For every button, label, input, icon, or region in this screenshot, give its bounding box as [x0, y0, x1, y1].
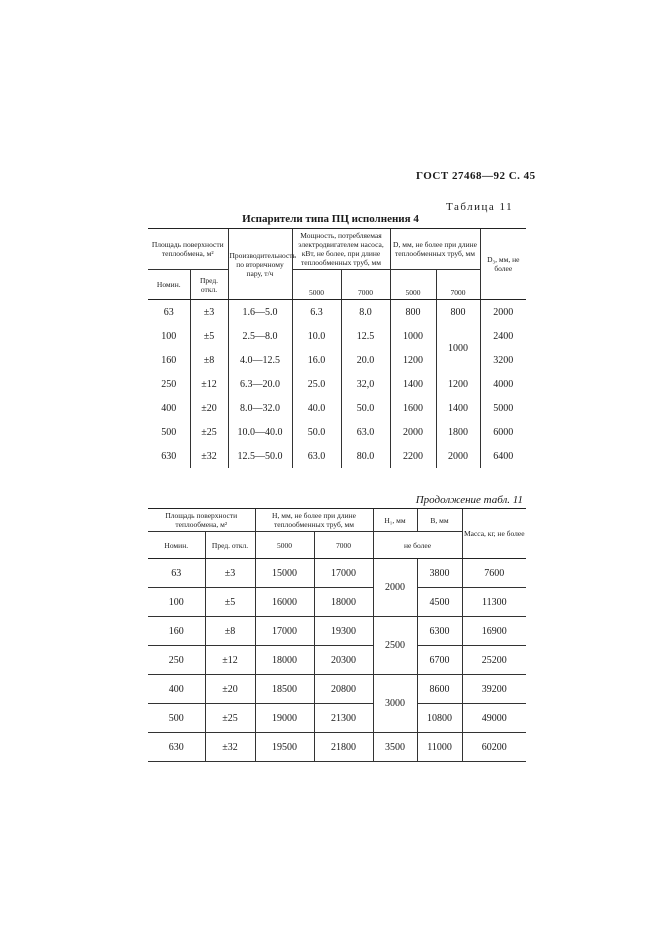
cell-d-5000: 1600	[390, 396, 436, 420]
cell-d-5000: 1400	[390, 372, 436, 396]
cell-b: 11000	[417, 733, 462, 762]
header-d-5000: 5000	[390, 286, 436, 300]
cell-h-7000: 19300	[314, 617, 373, 646]
cell-d-7000: 1800	[436, 420, 480, 444]
cell-h-5000: 16000	[255, 588, 314, 617]
header-d-spacer	[436, 270, 480, 287]
header-mass: Масса, кг, не более	[462, 509, 526, 559]
cell-power-7000: 50.0	[341, 396, 390, 420]
cell-nominal: 250	[161, 378, 177, 390]
cell-productivity: 12.5—50.0	[228, 444, 292, 468]
cell-deviation: ±3	[205, 559, 255, 588]
header-not-more: не более	[373, 532, 462, 559]
table-row	[148, 559, 526, 588]
header-power-7000: 7000	[341, 286, 390, 300]
cell-mass: 11300	[462, 588, 526, 617]
cell-b: 3800	[417, 559, 462, 588]
cell-mass: 39200	[462, 675, 526, 704]
table-row	[148, 396, 526, 420]
cell-power-5000: 10.0	[292, 324, 341, 348]
header-deviation: Пред. откл.	[205, 532, 255, 559]
cell-mass: 16900	[462, 617, 526, 646]
cell-h-5000: 19000	[255, 704, 314, 733]
header-power: Мощность, потребляемая электродвигателем насоса, кВт, не более, при длине теплообменных труб, мм	[292, 229, 390, 270]
cell-h-7000: 21800	[314, 733, 373, 762]
header-deviation: Пред. откл.	[190, 270, 228, 300]
cell-h1: 3500	[373, 733, 417, 762]
cell-deviation: ±8	[205, 617, 255, 646]
cell-nominal: 160	[148, 617, 205, 646]
cell-power-5000: 63.0	[292, 444, 341, 468]
cell-productivity: 1.6—5.0	[228, 300, 292, 325]
cell-power-7000: 20.0	[341, 348, 390, 372]
cell-b: 8600	[417, 675, 462, 704]
cell-d-7000: 1000	[436, 324, 480, 372]
cell-power-5000: 50.0	[292, 420, 341, 444]
cell-nominal: 630	[161, 450, 177, 462]
cell-b: 6300	[417, 617, 462, 646]
table-row	[148, 675, 526, 704]
table-row	[148, 444, 526, 468]
cell-h-5000: 17000	[255, 617, 314, 646]
cell-power-7000: 80.0	[341, 444, 390, 468]
cell-h1: 2000	[373, 559, 417, 617]
page-header: ГОСТ 27468—92 С. 45	[416, 170, 536, 182]
cell-power-5000: 40.0	[292, 396, 341, 420]
table-row	[148, 646, 526, 675]
header-power-spacer	[292, 270, 341, 287]
cell-d3: 6000	[480, 420, 526, 444]
cell-d3: 2400	[480, 324, 526, 348]
header-d-spacer	[390, 270, 436, 287]
cell-nominal: 500	[148, 704, 205, 733]
header-h: H, мм, не более при длине теплообменных труб, мм	[255, 509, 373, 532]
cell-d-7000: 1200	[436, 372, 480, 396]
header-nominal: Номин.	[148, 532, 205, 559]
cell-h-5000: 18500	[255, 675, 314, 704]
cell-nominal: 250	[148, 646, 205, 675]
cell-power-7000: 63.0	[341, 420, 390, 444]
header-area: Площадь поверхности теплообмена, м²	[148, 509, 255, 532]
cell-h-5000: 18000	[255, 646, 314, 675]
header-power-5000: 5000	[292, 286, 341, 300]
header-d3: D₃, мм, не более	[480, 229, 526, 300]
cell-d3: 3200	[480, 348, 526, 372]
header-b: B, мм	[417, 509, 462, 532]
cell-nominal: 500	[161, 426, 177, 438]
header-power-spacer	[341, 270, 390, 287]
cell-nominal: 630	[148, 733, 205, 762]
cell-h1: 2500	[373, 617, 417, 675]
header-productivity: Производительность по вторичному пару, т/ч	[228, 229, 292, 300]
cell-deviation: ±5	[190, 324, 228, 348]
header-diameter: D, мм, не более при длине теплообменных труб, мм	[390, 229, 480, 270]
cell-productivity: 8.0—32.0	[228, 396, 292, 420]
cell-nominal: 63	[163, 306, 174, 318]
cell-d-5000: 1000	[390, 324, 436, 348]
cell-nominal: 400	[148, 675, 205, 704]
header-area: Площадь поверхности теплообмена, м²	[148, 229, 228, 270]
cell-productivity: 4.0—12.5	[228, 348, 292, 372]
table-row	[148, 617, 526, 646]
cell-nominal: 400	[161, 402, 177, 414]
cell-h-5000: 15000	[255, 559, 314, 588]
table-11	[148, 228, 526, 468]
cell-productivity: 6.3—20.0	[228, 372, 292, 396]
table-row	[148, 704, 526, 733]
table-row	[148, 300, 526, 325]
cell-power-7000: 12.5	[341, 324, 390, 348]
cell-d-5000: 2200	[390, 444, 436, 468]
table-11-continuation	[148, 508, 526, 762]
cell-deviation: ±3	[190, 300, 228, 325]
table-label: Таблица 11	[446, 201, 514, 213]
cell-productivity: 2.5—8.0	[228, 324, 292, 348]
cell-power-5000: 6.3	[292, 300, 341, 325]
cell-productivity: 10.0—40.0	[228, 420, 292, 444]
cell-deviation: ±12	[205, 646, 255, 675]
cell-deviation: ±25	[205, 704, 255, 733]
table-title: Испарители типа ПЦ исполнения 4	[242, 213, 419, 225]
cell-h-7000: 18000	[314, 588, 373, 617]
table-row	[148, 420, 526, 444]
table-row	[148, 372, 526, 396]
cell-mass: 49000	[462, 704, 526, 733]
cell-b: 6700	[417, 646, 462, 675]
cell-h-7000: 21300	[314, 704, 373, 733]
cell-d3: 6400	[480, 444, 526, 468]
cell-deviation: ±20	[190, 396, 228, 420]
table-row	[148, 733, 526, 762]
cell-d-7000: 800	[436, 300, 480, 325]
header-h-7000: 7000	[314, 532, 373, 559]
cell-deviation: ±8	[190, 348, 228, 372]
cell-deviation: ±25	[190, 420, 228, 444]
cell-d3: 4000	[480, 372, 526, 396]
cell-b: 10800	[417, 704, 462, 733]
cell-deviation: ±5	[205, 588, 255, 617]
table-row	[148, 588, 526, 617]
cell-mass: 60200	[462, 733, 526, 762]
cell-d3: 5000	[480, 396, 526, 420]
cell-nominal: 100	[161, 330, 177, 342]
cell-d-7000: 2000	[436, 444, 480, 468]
continuation-caption: Продолжение табл. 11	[415, 494, 523, 506]
cell-d-5000: 800	[390, 300, 436, 325]
header-h-5000: 5000	[255, 532, 314, 559]
header-h1: H₁, мм	[373, 509, 417, 532]
cell-deviation: ±32	[205, 733, 255, 762]
cell-h-5000: 19500	[255, 733, 314, 762]
cell-power-7000: 8.0	[341, 300, 390, 325]
cell-d-5000: 1200	[390, 348, 436, 372]
cell-nominal: 100	[148, 588, 205, 617]
cell-d-5000: 2000	[390, 420, 436, 444]
cell-mass: 7600	[462, 559, 526, 588]
header-d-7000: 7000	[436, 286, 480, 300]
cell-h-7000: 20800	[314, 675, 373, 704]
cell-mass: 25200	[462, 646, 526, 675]
cell-deviation: ±12	[190, 372, 228, 396]
cell-d3: 2000	[480, 300, 526, 325]
cell-h-7000: 17000	[314, 559, 373, 588]
cell-power-7000: 32,0	[341, 372, 390, 396]
cell-power-5000: 25.0	[292, 372, 341, 396]
cell-d-7000: 1400	[436, 396, 480, 420]
cell-nominal: 160	[161, 354, 177, 366]
cell-nominal: 63	[148, 559, 205, 588]
cell-deviation: ±32	[190, 444, 228, 468]
cell-b: 4500	[417, 588, 462, 617]
table-row	[148, 324, 526, 348]
cell-power-5000: 16.0	[292, 348, 341, 372]
header-nominal: Номин.	[148, 270, 190, 300]
cell-h1: 3000	[373, 675, 417, 733]
cell-deviation: ±20	[205, 675, 255, 704]
cell-h-7000: 20300	[314, 646, 373, 675]
